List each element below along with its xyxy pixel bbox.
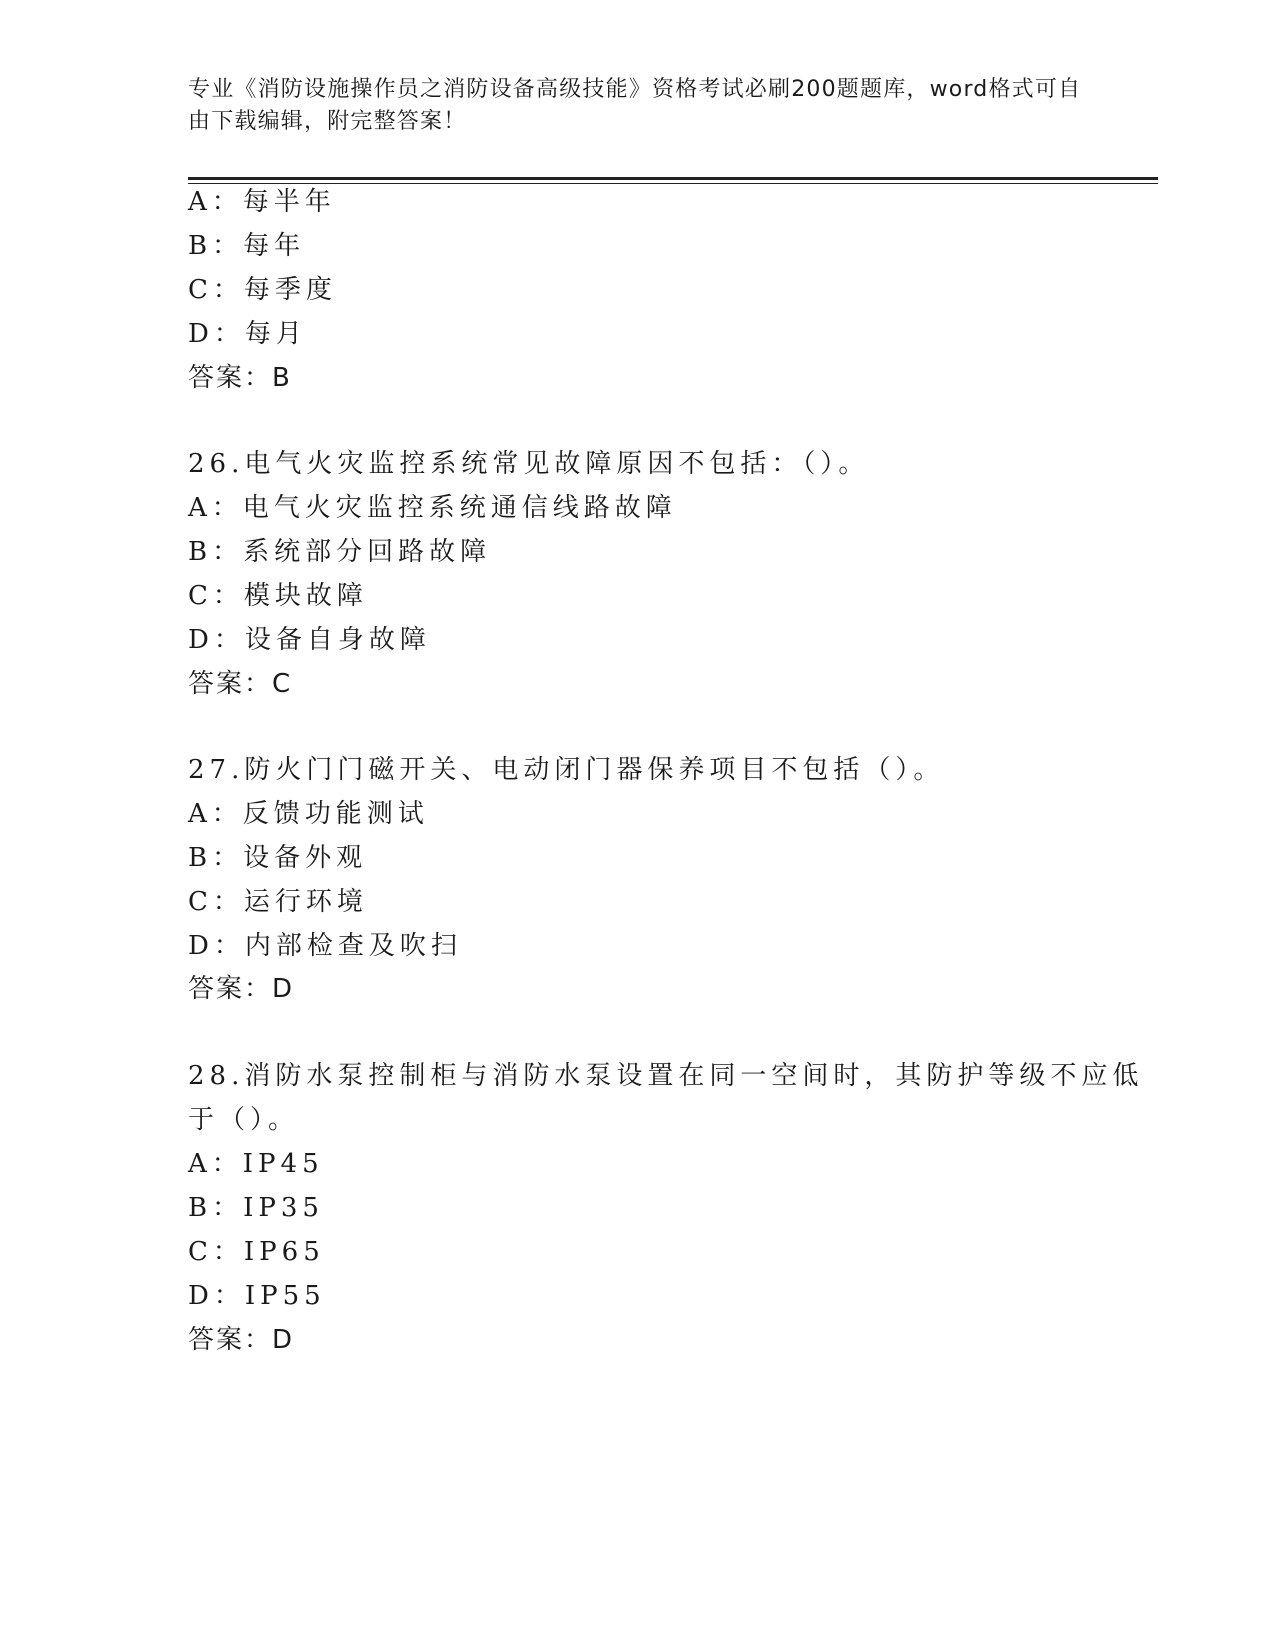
option-a: A：IP45 — [188, 1149, 324, 1179]
option-b: B：每年 — [188, 231, 306, 261]
answer: 答案：D — [188, 974, 295, 1004]
answer: 答案：C — [188, 669, 293, 699]
option-a: A：电气火灾监控系统通信线路故障 — [188, 493, 677, 523]
option-c: C：运行环境 — [188, 887, 368, 917]
option-b: B：系统部分回路故障 — [188, 537, 492, 567]
header-divider-thick — [188, 177, 1158, 180]
question-stem: 27.防火门门磁开关、电动闭门器保养项目不包括（）。 — [188, 755, 945, 785]
document-header: 专业《消防设施操作员之消防设备高级技能》资格考试必刷200题题库，word格式可自由下载编辑，附完整答案！ — [188, 77, 1082, 134]
option-d: D：设备自身故障 — [188, 625, 431, 655]
option-b: B：IP35 — [188, 1193, 324, 1223]
question-stem-line-2: 于（）。 — [188, 1105, 300, 1135]
option-a: A：反馈功能测试 — [188, 799, 429, 829]
option-c: C：模块故障 — [188, 581, 368, 611]
question-stem: 26.电气火灾监控系统常见故障原因不包括：（）。 — [188, 449, 870, 479]
option-d: D：每月 — [188, 319, 307, 349]
answer: 答案：D — [188, 1325, 295, 1355]
header-divider-thin — [188, 183, 1158, 184]
option-a: A：每半年 — [188, 187, 336, 217]
option-b: B：设备外观 — [188, 843, 368, 873]
option-c: C：每季度 — [188, 275, 337, 305]
option-d: D：内部检查及吹扫 — [188, 931, 462, 961]
answer: 答案：B — [188, 363, 292, 393]
option-c: C：IP65 — [188, 1237, 325, 1267]
option-d: D：IP55 — [188, 1281, 326, 1311]
question-stem-line-1: 28.消防水泵控制柜与消防水泵设置在同一空间时，其防护等级不应低 — [188, 1061, 1144, 1091]
